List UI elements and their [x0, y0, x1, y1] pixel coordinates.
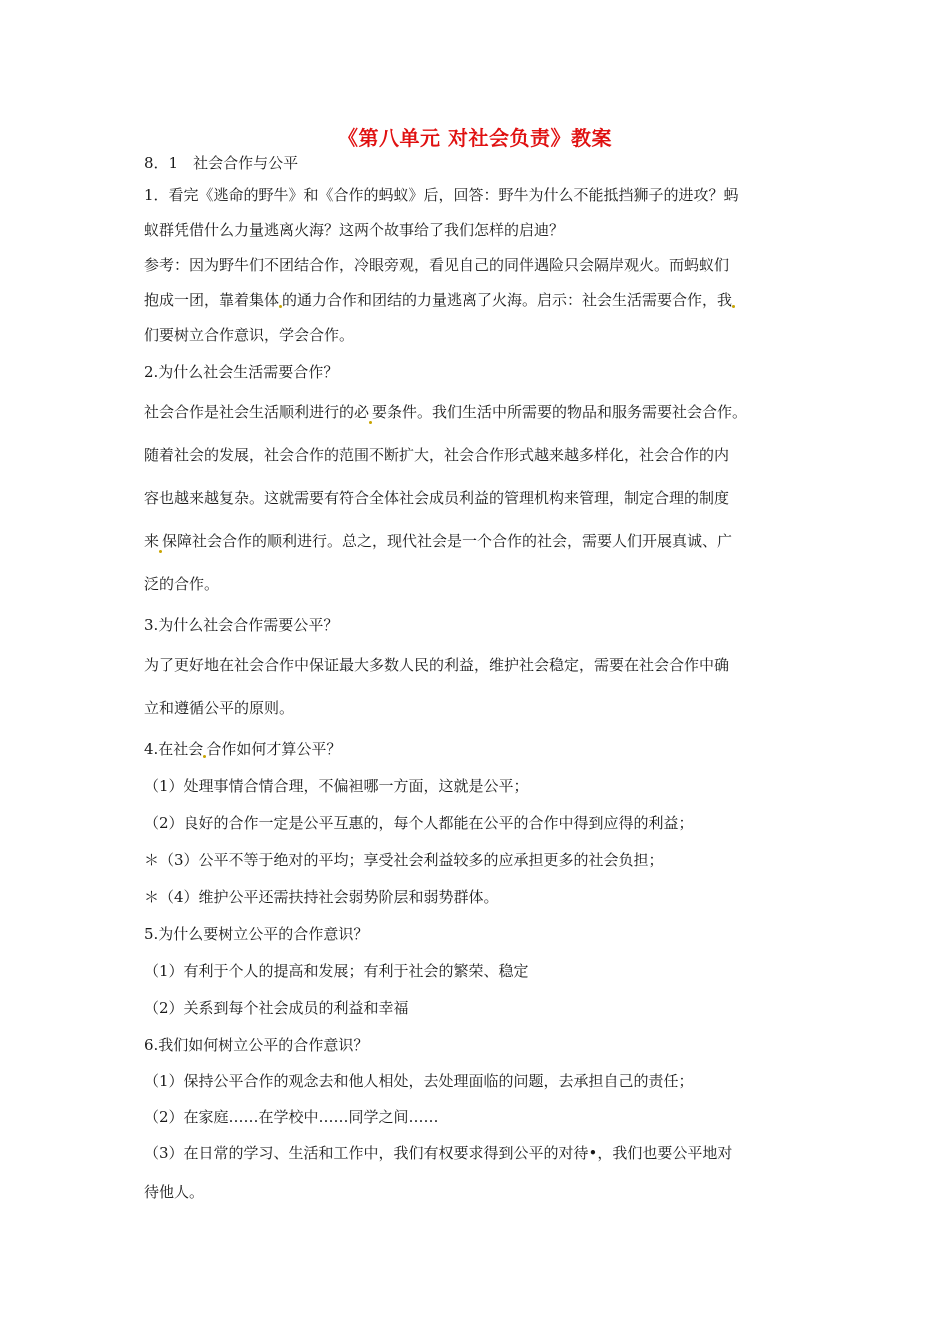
q1-answer-line-2 [144, 283, 814, 318]
q1-answer-line-2-part-a: 抱成一团，靠着集体 [144, 291, 280, 309]
q2-answer-line-1-part-b: 要条件。我们生活中所需要的物品和服务需要社会合作。 [372, 403, 748, 421]
q6-question: 6.我们如何树立公平的合作意识？ [144, 1036, 369, 1054]
document-body [144, 148, 814, 1214]
q1-answer-line-1: 参考：因为野牛们不团结合作，冷眼旁观，看见自己的同伴遇险只会隔岸观火。而蚂蚁们 [144, 256, 730, 274]
q1-answer-line-3: 们要树立合作意识，学会合作。 [144, 326, 355, 344]
q2-answer-line-1-part-a: 社会合作是社会生活顺利进行的必 [144, 403, 370, 421]
q2-answer-line-1 [144, 391, 814, 434]
q4-question-part-b: 合作如何才算公平？ [206, 740, 342, 758]
q4-item: （1）处理事情合情合理，不偏袒哪一方面，这就是公平； [144, 777, 529, 795]
q2-answer-line-3: 容也越来越复杂。这就需要有符合全体社会成员利益的管理机构来管理，制定合理的制度 [144, 489, 730, 507]
q3-answer-line-2: 立和遵循公平的原则。 [144, 699, 295, 717]
q4-question-part-a: 4.在社会 [144, 740, 204, 758]
q5-question: 5.为什么要树立公平的合作意识？ [144, 925, 369, 943]
q1-question-line-1: 1．看完《逃命的野牛》和《合作的蚂蚁》后，回答：野牛为什么不能抵挡狮子的进攻？蚂 [144, 186, 739, 204]
q5-item: （1）有利于个人的提高和发展；有利于社会的繁荣、稳定 [144, 962, 529, 980]
section-heading: 8．1 社会合作与公平 [144, 154, 299, 172]
q4-item: （2）良好的合作一定是公平互惠的，每个人都能在公平的合作中得到应得的利益； [144, 814, 694, 832]
q3-question: 3.为什么社会合作需要公平？ [144, 616, 339, 634]
q6-item: （3）在日常的学习、生活和工作中，我们有权要求得到公平的对待•，我们也要公平地对 [144, 1144, 733, 1162]
q6-item: （2）在家庭……在学校中……同学之间…… [144, 1108, 439, 1126]
q2-answer-line-5: 泛的合作。 [144, 575, 220, 593]
stray-dot-mark [159, 550, 162, 553]
q1-answer-line-2-part-b: 的通力合作和团结的力量逃离了火海。启示：社会生活需要合作，我 [282, 291, 733, 309]
q2-answer-line-4-part-b: 保障社会合作的顺利进行。总之，现代社会是一个合作的社会，需要人们开展真诚、广 [162, 532, 733, 550]
q4-question [144, 730, 814, 768]
q4-item: ＊（4）维护公平还需扶持社会弱势阶层和弱势群体。 [144, 888, 499, 906]
document-title: 《第八单元 对社会负责》教案 [338, 126, 612, 150]
q1-question-line-2: 蚁群凭借什么力量逃离火海？这两个故事给了我们怎样的启迪？ [144, 221, 565, 239]
q2-question: 2.为什么社会生活需要合作？ [144, 363, 339, 381]
q5-item: （2）关系到每个社会成员的利益和幸福 [144, 999, 409, 1017]
q6-last-line: 待他人。 [144, 1183, 205, 1201]
q2-answer-line-4 [144, 520, 814, 563]
q4-item: ＊（3）公平不等于绝对的平均；享受社会利益较多的应承担更多的社会负担； [144, 851, 664, 869]
q2-answer-line-2: 随着社会的发展，社会合作的范围不断扩大，社会合作形式越来越多样化，社会合作的内 [144, 446, 730, 464]
stray-dot-mark [369, 421, 372, 424]
q3-answer-line-1: 为了更好地在社会合作中保证最大多数人民的利益，维护社会稳定，需要在社会合作中确 [144, 656, 730, 674]
stray-dot-mark [732, 305, 735, 308]
q2-answer-line-4-part-a: 来 [144, 532, 160, 550]
q6-item: （1）保持公平合作的观念去和他人相处，去处理面临的问题，去承担自己的责任； [144, 1072, 694, 1090]
